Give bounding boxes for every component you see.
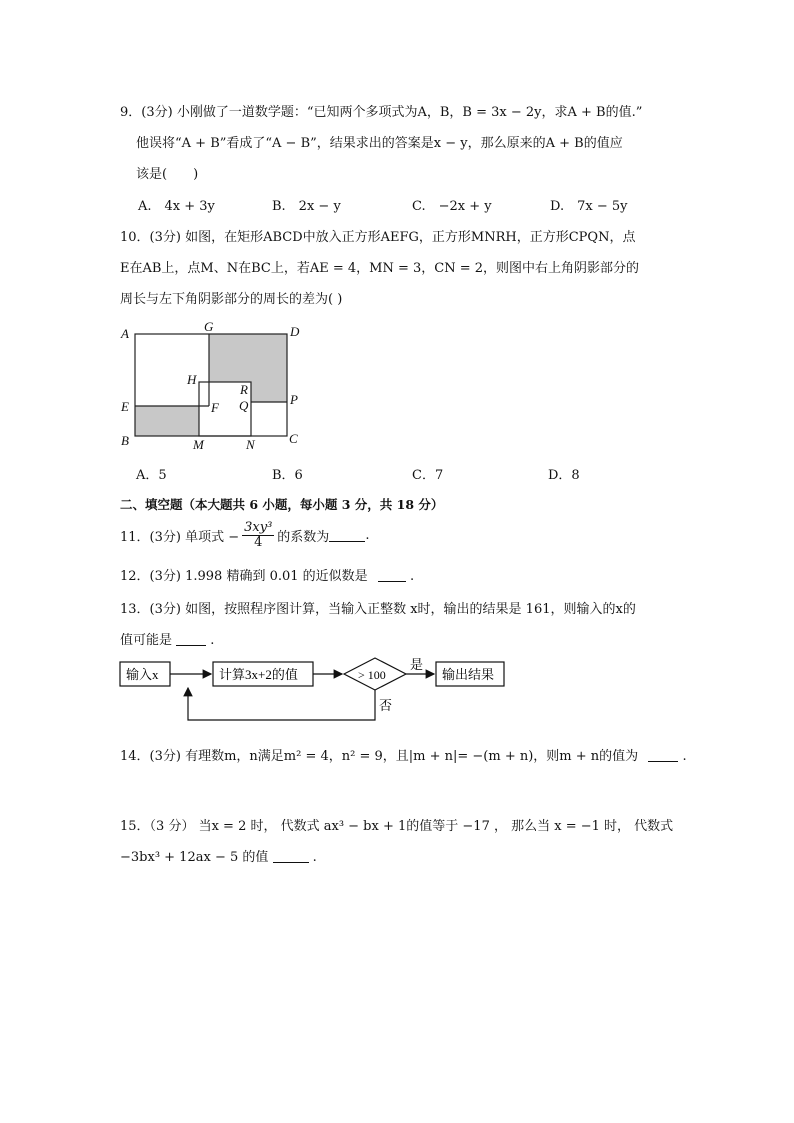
q15-line-2-row	[120, 846, 317, 865]
label-e: E	[121, 399, 129, 414]
label-a: A	[121, 326, 129, 341]
loop-back-arrow	[188, 688, 375, 720]
q10-option-a: A．5	[136, 468, 167, 483]
q9-option-a: A. 4x + 3y	[138, 199, 215, 214]
q12-end: .	[409, 569, 415, 584]
q15-line-1: 15．（3 分） 当x = 2 时， 代数式 ax³ − bx + 1的值等于 −17 ， 那么当 x = −1 时， 代数式	[120, 819, 674, 834]
q9-line-3: 该是( )	[136, 167, 199, 182]
upper-right-shaded-region	[209, 334, 287, 402]
label-m: M	[193, 437, 204, 452]
q15-line-2: −3bx³ + 12ax − 5 的值	[120, 850, 269, 865]
q11-fraction	[242, 521, 274, 550]
no-label: 否	[379, 698, 393, 713]
q9-option-b: B. 2x − y	[272, 199, 341, 214]
q9-line-1: 9．(3分) 小刚做了一道数学题：“已知两个多项式为A，B，B = 3x − 2y，求A + B的值.”	[120, 105, 643, 120]
output-label: 输出结果	[442, 667, 495, 682]
label-g: G	[204, 319, 214, 334]
q13-line-1: 13．(3分) 如图，按照程序图计算，当输入正整数 x时，输出的结果是 161，则输入的x的	[120, 602, 636, 617]
q12-answer-blank[interactable]	[378, 569, 406, 582]
q11-answer-blank[interactable]	[329, 529, 365, 542]
label-b: B	[121, 433, 129, 448]
q13-end: .	[210, 633, 215, 648]
q11-denominator: 4	[254, 534, 263, 550]
q12-prefix: 12．(3分) 1.998 精确到 0.01 的近似数是	[120, 569, 368, 584]
label-p: P	[290, 392, 298, 407]
label-f: F	[211, 400, 219, 415]
rectangle-figure	[115, 318, 315, 458]
q9-option-d: D. 7x − 5y	[550, 199, 628, 214]
lower-left-shaded-region	[135, 406, 199, 436]
compute-label: 计算3x+2的值	[219, 667, 298, 682]
q10-option-c: C．7	[412, 468, 444, 483]
label-h: H	[187, 372, 197, 387]
q9-line-2: 他误将“A + B”看成了“A − B”，结果求出的答案是x − y，那么原来的A + B的值应	[136, 136, 623, 151]
q15-end: .	[312, 850, 317, 865]
q10-line-3: 周长与左下角阴影部分的周长的差为( )	[120, 292, 343, 307]
q10-option-d: D．8	[548, 468, 580, 483]
q9-option-c: C. −2x + y	[412, 199, 492, 214]
q11-prefix: 11．(3分) 单项式 −	[120, 529, 240, 545]
q10-line-2: E在AB上，点M、N在BC上，若AE = 4，MN = 3，CN = 2，则图中右上角阴影部分的	[120, 261, 640, 276]
q13-line-2: 值可能是	[120, 633, 173, 648]
q11-end: .	[365, 527, 370, 543]
q13-answer-blank[interactable]	[176, 633, 206, 646]
label-r: R	[240, 382, 248, 397]
q10-option-b: B．6	[272, 468, 303, 483]
section-heading: 二、填空题（本大题共 6 小题，每小题 3 分，共 18 分）	[120, 497, 444, 512]
condition-label: > 100	[358, 668, 386, 682]
q15-answer-blank[interactable]	[273, 850, 309, 863]
label-q: Q	[239, 398, 249, 413]
q14-end: .	[682, 749, 687, 764]
label-c: C	[289, 431, 298, 446]
label-d: D	[290, 324, 300, 339]
flowchart	[118, 653, 518, 725]
yes-label: 是	[410, 657, 424, 672]
q11-suffix: 的系数为	[277, 529, 330, 545]
q14	[120, 745, 687, 764]
q14-answer-blank[interactable]	[648, 749, 678, 762]
q12	[120, 565, 414, 584]
q11	[120, 518, 369, 552]
input-label: 输入x	[126, 667, 159, 682]
label-n: N	[246, 437, 255, 452]
q11-numerator: 3xy³	[244, 519, 273, 535]
q13-line-2-row	[120, 629, 214, 648]
q14-text: 14．(3分) 有理数m，n满足m² = 4，n² = 9，且|m + n|= −(m + n)，则m + n的值为	[120, 749, 639, 764]
q10-line-1: 10．(3分) 如图，在矩形ABCD中放入正方形AEFG，正方形MNRH，正方形CPQN，点	[120, 230, 636, 245]
